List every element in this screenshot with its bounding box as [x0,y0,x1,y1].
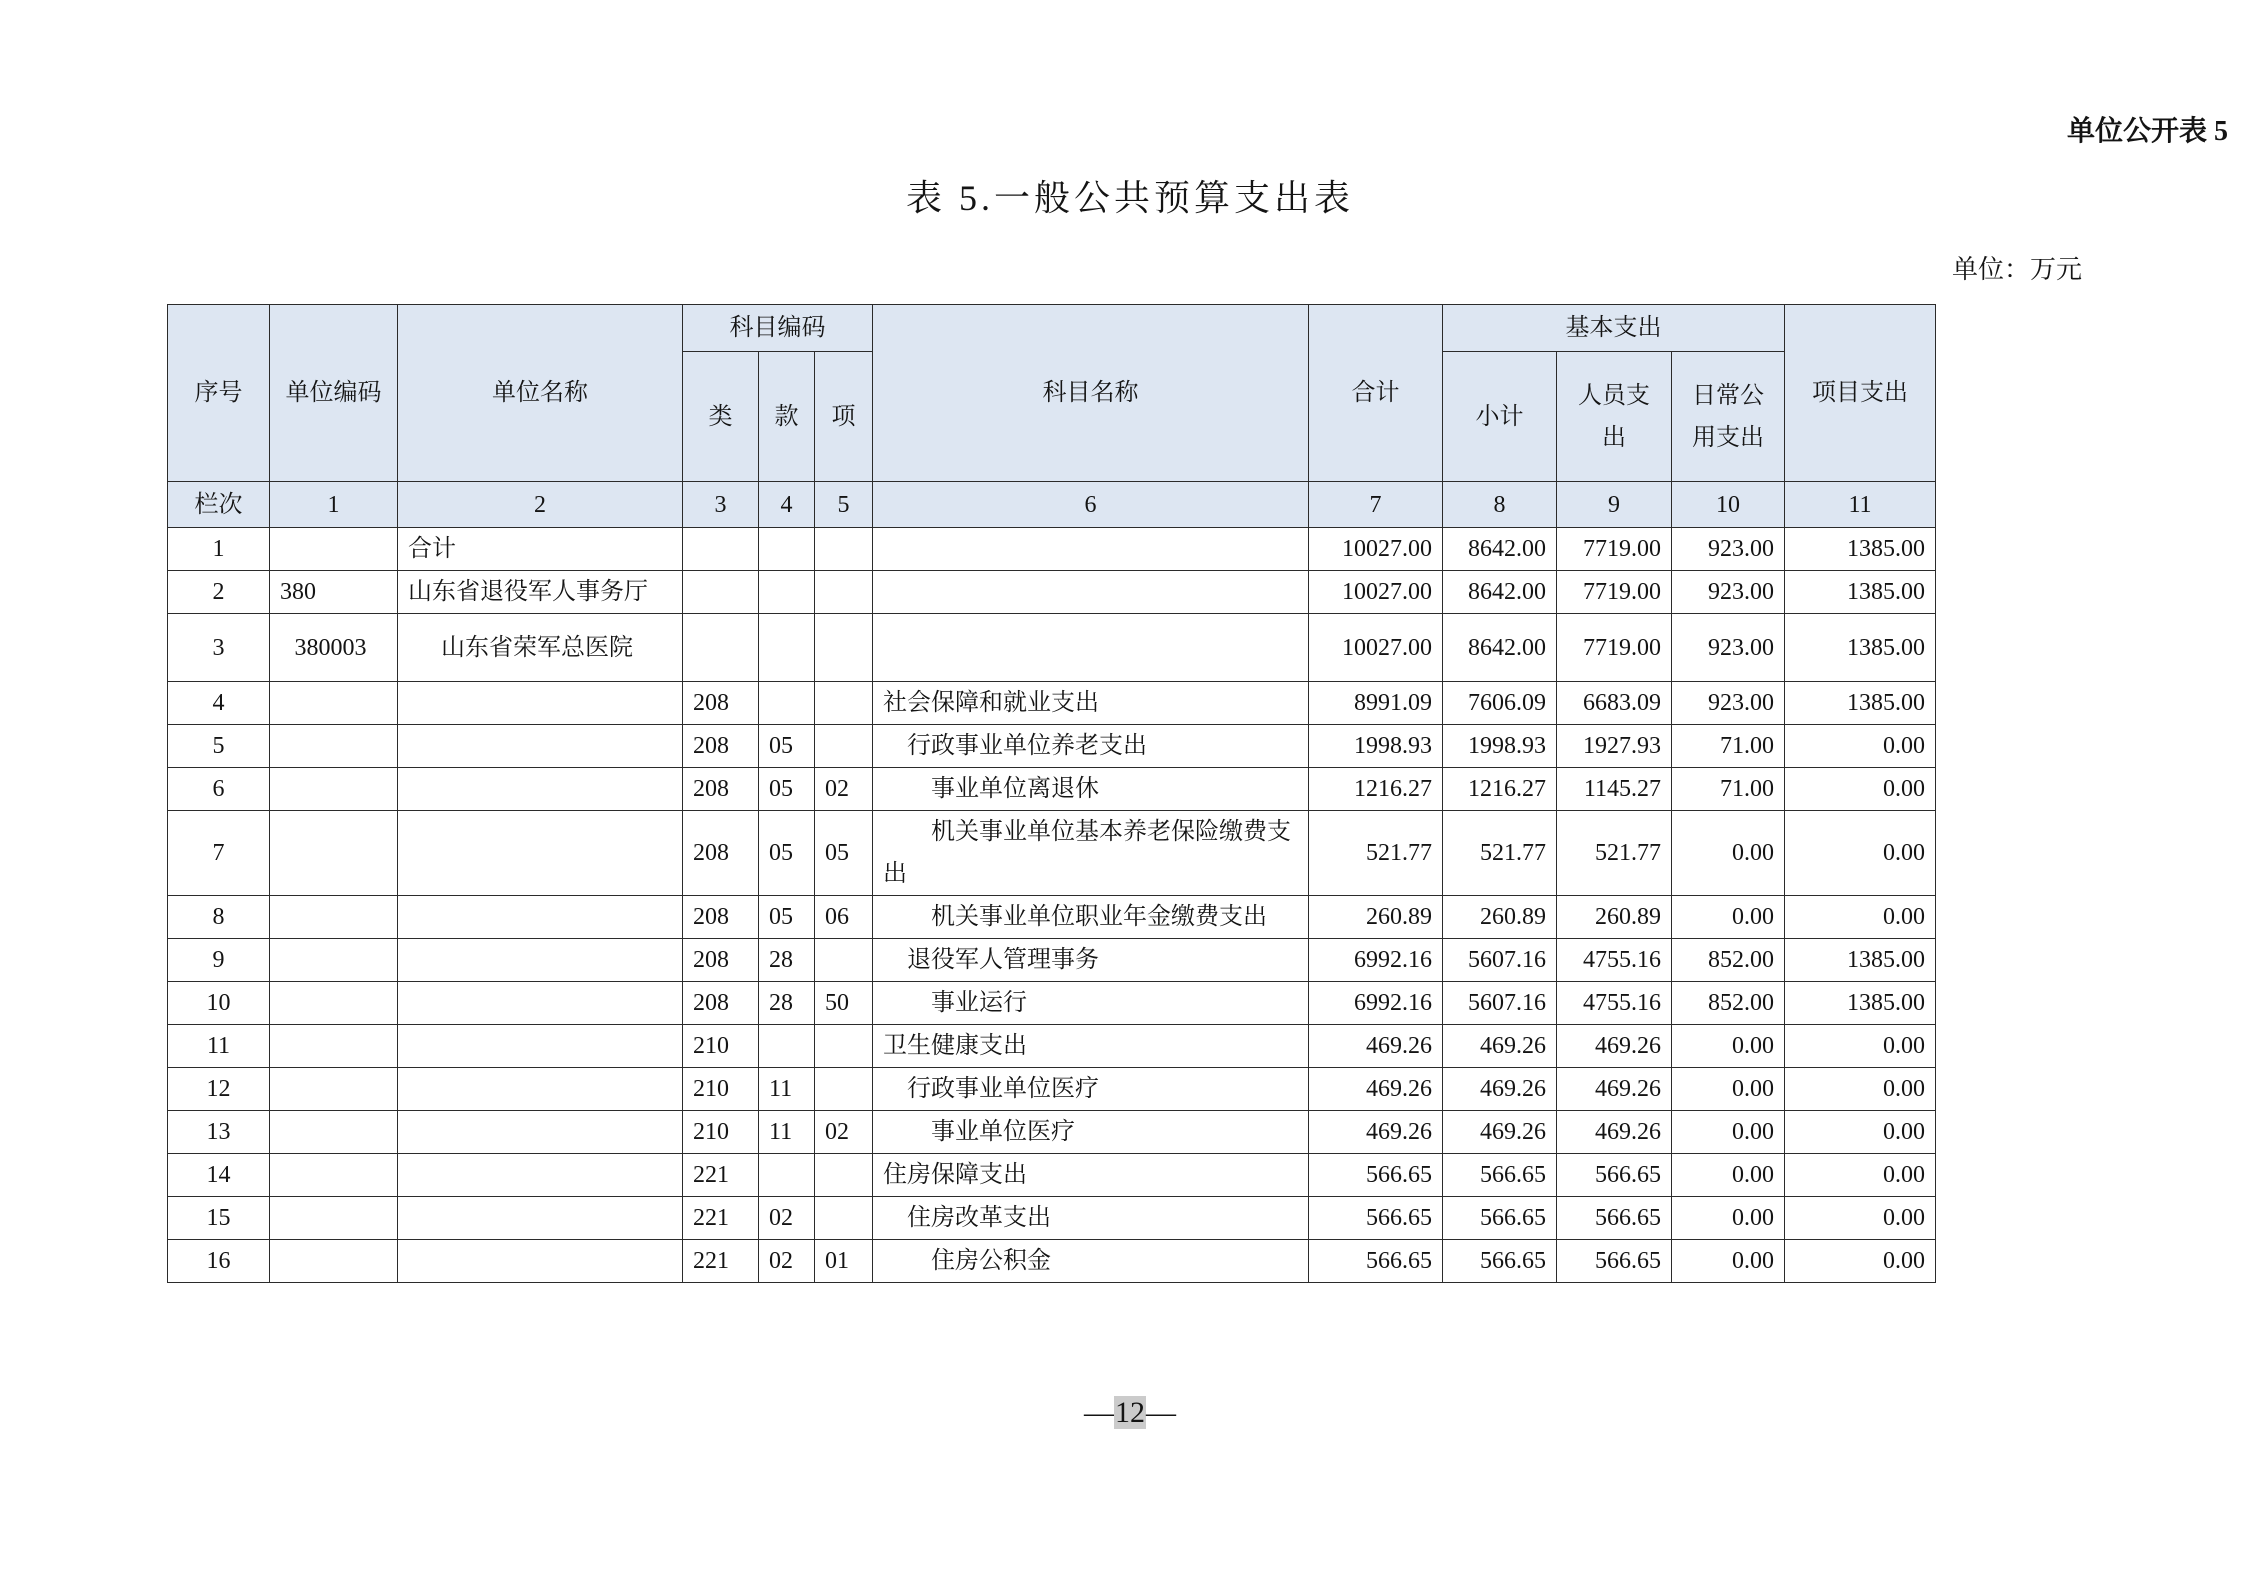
cell-personnel: 469.26 [1557,1025,1672,1068]
cell-item-code [815,682,873,725]
cell-class-code: 210 [683,1025,759,1068]
cell-section-code [759,1154,815,1197]
cell-class-code: 210 [683,1068,759,1111]
column-index-cell: 10 [1672,482,1785,528]
cell-personnel: 1145.27 [1557,768,1672,811]
cell-personnel: 469.26 [1557,1068,1672,1111]
column-index-cell: 11 [1785,482,1936,528]
cell-item-code [815,1025,873,1068]
cell-unit-code [270,1154,398,1197]
cell-subject-name: 社会保障和就业支出 [873,682,1309,725]
table-row [168,1154,1936,1197]
cell-personnel: 7719.00 [1557,571,1672,614]
table-row [168,682,1936,725]
cell-item-code [815,1197,873,1240]
cell-total: 6992.16 [1309,939,1443,982]
cell-public-expense: 0.00 [1672,1154,1785,1197]
cell-basic-subtotal: 566.65 [1443,1197,1557,1240]
cell-total: 566.65 [1309,1197,1443,1240]
header-unit-code: 单位编码 [270,305,398,482]
table-row [168,1240,1936,1283]
table-body [168,528,1936,1283]
table-header [168,305,1936,528]
cell-section-code [759,571,815,614]
cell-seq: 13 [168,1111,270,1154]
cell-public-expense: 0.00 [1672,1197,1785,1240]
cell-unit-name [398,939,683,982]
cell-subject-name: 事业单位离退休 [873,768,1309,811]
table-row [168,1025,1936,1068]
cell-unit-code [270,1025,398,1068]
cell-subject-name: 卫生健康支出 [873,1025,1309,1068]
column-index-cell: 1 [270,482,398,528]
cell-public-expense: 852.00 [1672,939,1785,982]
cell-unit-name [398,1197,683,1240]
header-seq: 序号 [168,305,270,482]
cell-class-code: 221 [683,1240,759,1283]
page-number [1040,1393,1220,1433]
cell-total: 10027.00 [1309,571,1443,614]
cell-unit-code [270,1197,398,1240]
cell-project-expense: 0.00 [1785,1025,1936,1068]
cell-item-code: 02 [815,1111,873,1154]
column-index-cell: 6 [873,482,1309,528]
header-section: 款 [759,352,815,482]
table-row [168,1111,1936,1154]
cell-basic-subtotal: 8642.00 [1443,528,1557,571]
cell-public-expense: 0.00 [1672,1240,1785,1283]
cell-total: 469.26 [1309,1068,1443,1111]
table-row [168,811,1936,896]
header-public-expense: 日常公用支出 [1672,352,1785,482]
cell-seq: 14 [168,1154,270,1197]
cell-section-code: 28 [759,982,815,1025]
cell-section-code: 02 [759,1197,815,1240]
header-class: 类 [683,352,759,482]
cell-class-code: 221 [683,1197,759,1240]
cell-personnel: 521.77 [1557,811,1672,896]
cell-item-code: 06 [815,896,873,939]
cell-basic-subtotal: 521.77 [1443,811,1557,896]
cell-total: 566.65 [1309,1240,1443,1283]
column-index-label: 栏次 [168,482,270,528]
cell-subject-name: 机关事业单位职业年金缴费支出 [873,896,1309,939]
page-dash-right: — [1146,1396,1176,1429]
cell-section-code: 28 [759,939,815,982]
column-index-cell: 8 [1443,482,1557,528]
table-row [168,725,1936,768]
cell-public-expense: 0.00 [1672,811,1785,896]
cell-basic-subtotal: 8642.00 [1443,571,1557,614]
table-row [168,982,1936,1025]
cell-basic-subtotal: 1998.93 [1443,725,1557,768]
cell-unit-name [398,768,683,811]
cell-class-code: 208 [683,725,759,768]
cell-public-expense: 923.00 [1672,682,1785,725]
cell-personnel: 566.65 [1557,1197,1672,1240]
cell-project-expense: 1385.00 [1785,939,1936,982]
cell-subject-name [873,571,1309,614]
cell-project-expense: 0.00 [1785,1154,1936,1197]
cell-seq: 8 [168,896,270,939]
cell-subject-name: 行政事业单位医疗 [873,1068,1309,1111]
cell-total: 8991.09 [1309,682,1443,725]
cell-project-expense: 1385.00 [1785,682,1936,725]
cell-project-expense: 0.00 [1785,1111,1936,1154]
cell-basic-subtotal: 5607.16 [1443,939,1557,982]
cell-class-code: 221 [683,1154,759,1197]
cell-total: 10027.00 [1309,614,1443,682]
cell-seq: 3 [168,614,270,682]
cell-personnel: 4755.16 [1557,939,1672,982]
cell-item-code [815,571,873,614]
cell-seq: 1 [168,528,270,571]
cell-total: 469.26 [1309,1111,1443,1154]
page-number-value: 12 [1115,1396,1145,1429]
cell-class-code: 210 [683,1111,759,1154]
header-item: 项 [815,352,873,482]
cell-class-code: 208 [683,982,759,1025]
cell-seq: 4 [168,682,270,725]
cell-section-code: 11 [759,1111,815,1154]
cell-public-expense: 923.00 [1672,571,1785,614]
cell-section-code [759,682,815,725]
column-index-cell: 5 [815,482,873,528]
cell-section-code: 05 [759,768,815,811]
cell-unit-code [270,682,398,725]
cell-unit-code [270,1068,398,1111]
cell-seq: 12 [168,1068,270,1111]
cell-subject-name: 行政事业单位养老支出 [873,725,1309,768]
cell-class-code [683,528,759,571]
cell-project-expense: 0.00 [1785,896,1936,939]
table-row [168,896,1936,939]
cell-public-expense: 71.00 [1672,768,1785,811]
cell-unit-name [398,896,683,939]
cell-public-expense: 0.00 [1672,1025,1785,1068]
cell-basic-subtotal: 469.26 [1443,1068,1557,1111]
cell-class-code: 208 [683,768,759,811]
cell-total: 469.26 [1309,1025,1443,1068]
cell-total: 10027.00 [1309,528,1443,571]
cell-unit-code [270,1111,398,1154]
cell-section-code: 11 [759,1068,815,1111]
cell-unit-code: 380003 [270,614,398,682]
cell-unit-code [270,982,398,1025]
header-basic-expense: 基本支出 [1443,305,1785,352]
cell-subject-name: 住房公积金 [873,1240,1309,1283]
cell-unit-code [270,528,398,571]
cell-class-code: 208 [683,682,759,725]
header-subject-code: 科目编码 [683,305,873,352]
cell-unit-code [270,768,398,811]
table-row [168,1068,1936,1111]
cell-unit-name [398,982,683,1025]
table-row [168,768,1936,811]
cell-subject-name: 住房改革支出 [873,1197,1309,1240]
cell-item-code [815,1154,873,1197]
cell-seq: 9 [168,939,270,982]
cell-unit-code: 380 [270,571,398,614]
cell-item-code [815,614,873,682]
cell-personnel: 7719.00 [1557,614,1672,682]
cell-item-code: 02 [815,768,873,811]
table-number-label: 单位公开表 5 [2066,116,2228,147]
cell-unit-code [270,1240,398,1283]
cell-subject-name: 机关事业单位基本养老保险缴费支出 [873,811,1309,896]
cell-project-expense: 0.00 [1785,811,1936,896]
cell-subject-name: 事业单位医疗 [873,1111,1309,1154]
cell-subject-name: 事业运行 [873,982,1309,1025]
cell-public-expense: 0.00 [1672,1068,1785,1111]
cell-basic-subtotal: 7606.09 [1443,682,1557,725]
cell-item-code [815,725,873,768]
table-row [168,1197,1936,1240]
table-row [168,939,1936,982]
cell-section-code: 05 [759,811,815,896]
column-index-row [168,482,1936,528]
cell-class-code: 208 [683,939,759,982]
cell-section-code [759,614,815,682]
cell-seq: 16 [168,1240,270,1283]
page-dash-left: — [1084,1396,1114,1429]
column-index-cell: 4 [759,482,815,528]
cell-unit-code [270,725,398,768]
cell-unit-code [270,939,398,982]
cell-personnel: 6683.09 [1557,682,1672,725]
cell-seq: 6 [168,768,270,811]
cell-project-expense: 0.00 [1785,725,1936,768]
cell-project-expense: 0.00 [1785,1068,1936,1111]
cell-public-expense: 0.00 [1672,896,1785,939]
cell-basic-subtotal: 566.65 [1443,1240,1557,1283]
table-row [168,528,1936,571]
table-row [168,614,1936,682]
cell-seq: 5 [168,725,270,768]
cell-personnel: 469.26 [1557,1111,1672,1154]
column-index-cell: 3 [683,482,759,528]
cell-project-expense: 1385.00 [1785,614,1936,682]
cell-seq: 10 [168,982,270,1025]
cell-unit-name: 合计 [398,528,683,571]
cell-public-expense: 923.00 [1672,528,1785,571]
cell-total: 1998.93 [1309,725,1443,768]
cell-unit-name: 山东省荣军总医院 [398,614,683,682]
cell-unit-name [398,725,683,768]
cell-subject-name [873,614,1309,682]
cell-item-code [815,528,873,571]
cell-total: 1216.27 [1309,768,1443,811]
cell-item-code [815,1068,873,1111]
unit-label: 单位：万元 [1951,255,2082,284]
cell-section-code [759,1025,815,1068]
cell-basic-subtotal: 566.65 [1443,1154,1557,1197]
cell-project-expense: 1385.00 [1785,982,1936,1025]
cell-item-code: 01 [815,1240,873,1283]
cell-project-expense: 1385.00 [1785,571,1936,614]
cell-total: 521.77 [1309,811,1443,896]
cell-basic-subtotal: 469.26 [1443,1025,1557,1068]
cell-seq: 2 [168,571,270,614]
cell-unit-name [398,682,683,725]
cell-unit-name [398,1240,683,1283]
cell-project-expense: 0.00 [1785,768,1936,811]
cell-item-code: 05 [815,811,873,896]
cell-subject-name: 住房保障支出 [873,1154,1309,1197]
cell-public-expense: 71.00 [1672,725,1785,768]
header-subtotal: 小计 [1443,352,1557,482]
cell-public-expense: 0.00 [1672,1111,1785,1154]
cell-unit-name [398,1025,683,1068]
cell-section-code: 02 [759,1240,815,1283]
cell-total: 566.65 [1309,1154,1443,1197]
cell-project-expense: 0.00 [1785,1240,1936,1283]
cell-seq: 7 [168,811,270,896]
header-project-expense: 项目支出 [1785,305,1936,482]
cell-class-code [683,571,759,614]
cell-item-code [815,939,873,982]
cell-basic-subtotal: 260.89 [1443,896,1557,939]
cell-seq: 11 [168,1025,270,1068]
cell-basic-subtotal: 8642.00 [1443,614,1557,682]
cell-personnel: 4755.16 [1557,982,1672,1025]
cell-subject-name: 退役军人管理事务 [873,939,1309,982]
budget-expenditure-table [167,304,1936,1283]
cell-class-code [683,614,759,682]
cell-personnel: 566.65 [1557,1154,1672,1197]
header-subject-name: 科目名称 [873,305,1309,482]
cell-basic-subtotal: 5607.16 [1443,982,1557,1025]
column-index-cell: 9 [1557,482,1672,528]
cell-unit-name: 山东省退役军人事务厅 [398,571,683,614]
cell-class-code: 208 [683,896,759,939]
page-title: 表 5.一般公共预算支出表 [905,178,1354,218]
cell-section-code: 05 [759,725,815,768]
header-unit-name: 单位名称 [398,305,683,482]
header-total: 合计 [1309,305,1443,482]
cell-unit-code [270,811,398,896]
cell-project-expense: 1385.00 [1785,528,1936,571]
cell-class-code: 208 [683,811,759,896]
cell-unit-name [398,811,683,896]
cell-unit-name [398,1154,683,1197]
cell-unit-name [398,1111,683,1154]
cell-personnel: 260.89 [1557,896,1672,939]
cell-total: 6992.16 [1309,982,1443,1025]
table-row [168,571,1936,614]
cell-subject-name [873,528,1309,571]
cell-item-code: 50 [815,982,873,1025]
cell-basic-subtotal: 469.26 [1443,1111,1557,1154]
cell-unit-code [270,896,398,939]
column-index-cell: 2 [398,482,683,528]
cell-public-expense: 852.00 [1672,982,1785,1025]
cell-personnel: 1927.93 [1557,725,1672,768]
cell-personnel: 7719.00 [1557,528,1672,571]
cell-section-code [759,528,815,571]
cell-personnel: 566.65 [1557,1240,1672,1283]
cell-section-code: 05 [759,896,815,939]
cell-basic-subtotal: 1216.27 [1443,768,1557,811]
cell-total: 260.89 [1309,896,1443,939]
cell-seq: 15 [168,1197,270,1240]
cell-project-expense: 0.00 [1785,1197,1936,1240]
cell-public-expense: 923.00 [1672,614,1785,682]
column-index-cell: 7 [1309,482,1443,528]
header-personnel: 人员支出 [1557,352,1672,482]
cell-unit-name [398,1068,683,1111]
